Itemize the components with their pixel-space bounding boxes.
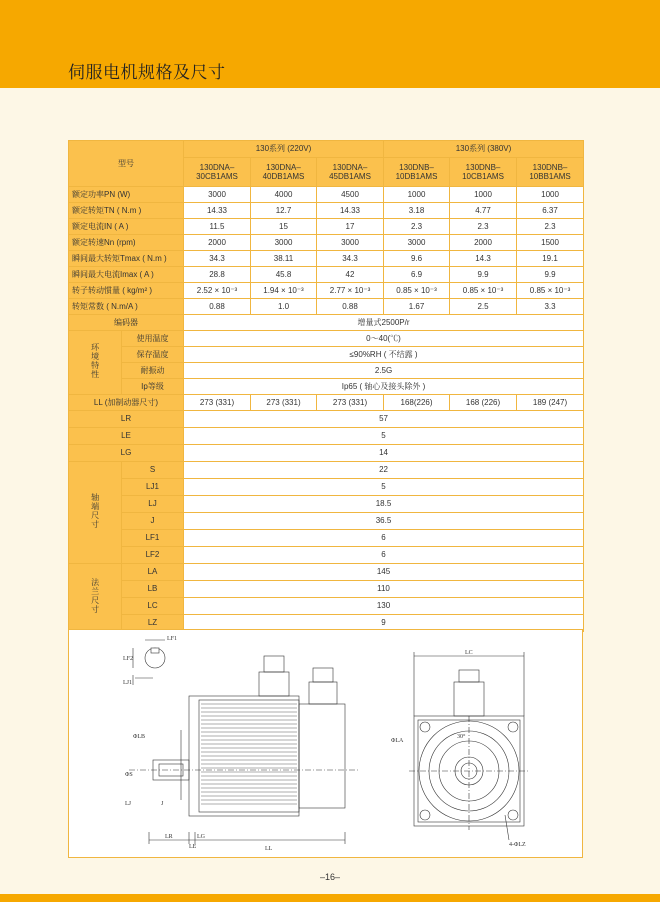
table-row: [69, 379, 584, 395]
label-angle: 30°: [457, 734, 466, 740]
model-name: 130DNA– 40DB1AMS: [251, 158, 317, 187]
table-row: [69, 496, 584, 513]
ll-value: 168 (226): [450, 395, 517, 411]
dim-group-label: 轴端尺寸: [69, 462, 122, 564]
motor-front-view: [391, 650, 529, 848]
spec-label: 瞬间最大转矩Tmax ( N.m ): [69, 251, 184, 267]
dim-group-label: 法兰尺寸: [69, 564, 122, 632]
spec-label: 转矩常数 ( N.m/A ): [69, 299, 184, 315]
dim-value: 22: [184, 462, 584, 479]
table-row: [69, 363, 584, 379]
spec-label: 额定电流IN ( A ): [69, 219, 184, 235]
dim-value: 110: [184, 581, 584, 598]
spec-value: 1000: [384, 187, 450, 203]
table-row: [69, 598, 584, 615]
model-name: 130DNA– 45DB1AMS: [317, 158, 384, 187]
dim-value: 36.5: [184, 513, 584, 530]
spec-value: 2.52 × 10⁻³: [184, 283, 251, 299]
spec-label: 额定功率PN (W): [69, 187, 184, 203]
dim-value: 145: [184, 564, 584, 581]
spec-value: 4.77: [450, 203, 517, 219]
spec-value: 38.11: [251, 251, 317, 267]
spec-value: 3000: [251, 235, 317, 251]
table-row: [69, 219, 584, 235]
shaft-keyway-view: [123, 636, 177, 686]
dim-label: LB: [122, 581, 184, 598]
ll-value: 273 (331): [317, 395, 384, 411]
spec-value: 3000: [317, 235, 384, 251]
group-220-header: 130系列 (220V): [184, 141, 384, 158]
env-value: 2.5G: [184, 363, 584, 379]
label-lj1: LJ1: [123, 680, 132, 686]
model-header: 型号: [69, 141, 184, 187]
label-lf1: LF1: [167, 636, 178, 642]
spec-value: 2.3: [384, 219, 450, 235]
dim-label: LA: [122, 564, 184, 581]
env-value: Ip65 ( 轴心及接头除外 ): [184, 379, 584, 395]
model-name: 130DNB– 10BB1AMS: [517, 158, 584, 187]
label-le: LE: [189, 844, 197, 850]
spec-value: 1500: [517, 235, 584, 251]
dimension-drawing-svg: [69, 630, 582, 857]
table-row: [69, 581, 584, 598]
table-row: [69, 299, 584, 315]
spec-value: 3.18: [384, 203, 450, 219]
table-row: [69, 395, 584, 411]
table-row: [69, 267, 584, 283]
table-row: [69, 235, 584, 251]
spec-value: 4500: [317, 187, 384, 203]
table-row: [69, 462, 584, 479]
encoder-label: 编码器: [69, 315, 184, 331]
dim-label: LF2: [122, 547, 184, 564]
table-row: [69, 428, 584, 445]
table-row: [69, 479, 584, 496]
spec-value: 34.3: [184, 251, 251, 267]
dim-value: 57: [184, 411, 584, 428]
table-row: [69, 251, 584, 267]
spec-table: [68, 140, 584, 632]
spec-value: 0.88: [317, 299, 384, 315]
ll-value: 189 (247): [517, 395, 584, 411]
ll-value: 273 (331): [184, 395, 251, 411]
spec-value: 2.5: [450, 299, 517, 315]
label-lc: LC: [465, 650, 473, 656]
spec-value: 1.0: [251, 299, 317, 315]
spec-label: 转子转动惯量 ( kg/m² ): [69, 283, 184, 299]
spec-value: 1000: [517, 187, 584, 203]
spec-value: 1.67: [384, 299, 450, 315]
spec-value: 3.3: [517, 299, 584, 315]
model-name: 130DNB– 10CB1AMS: [450, 158, 517, 187]
encoder-value: 增量式2500P/r: [184, 315, 584, 331]
table-row: [69, 315, 584, 331]
label-lr: LR: [165, 834, 173, 840]
model-name: 130DNB– 10DB1AMS: [384, 158, 450, 187]
spec-value: 3000: [184, 187, 251, 203]
spec-value: 28.8: [184, 267, 251, 283]
dim-label: LF1: [122, 530, 184, 547]
spec-value: 6.37: [517, 203, 584, 219]
spec-value: 12.7: [251, 203, 317, 219]
dimension-drawing: [68, 629, 583, 858]
spec-value: 2000: [184, 235, 251, 251]
spec-value: 0.85 × 10⁻³: [384, 283, 450, 299]
spec-value: 0.85 × 10⁻³: [517, 283, 584, 299]
env-value: 0～40(℃): [184, 331, 584, 347]
dim-value: 5: [184, 479, 584, 496]
table-row: [69, 187, 584, 203]
dim-value: 130: [184, 598, 584, 615]
spec-value: 3000: [384, 235, 450, 251]
dim-label: LJ: [122, 496, 184, 513]
table-row: [69, 513, 584, 530]
page-title: 伺服电机规格及尺寸: [68, 63, 226, 83]
env-label: 耐振动: [122, 363, 184, 379]
motor-side-view: [125, 656, 359, 852]
label-j: J: [161, 801, 164, 807]
spec-value: 15: [251, 219, 317, 235]
table-row: [69, 564, 584, 581]
dim-label: LE: [69, 428, 184, 445]
label-lz: 4-ΦLZ: [509, 842, 526, 848]
table-row: [69, 411, 584, 428]
label-lg: LG: [197, 834, 205, 840]
label-lj: LJ: [125, 801, 131, 807]
label-lb: ΦLB: [133, 734, 146, 740]
table-row: [69, 530, 584, 547]
env-label: 保存温度: [122, 347, 184, 363]
spec-label: 额定转矩TN ( N.m ): [69, 203, 184, 219]
spec-value: 14.33: [184, 203, 251, 219]
group-380-header: 130系列 (380V): [384, 141, 584, 158]
spec-value: 1.94 × 10⁻³: [251, 283, 317, 299]
footer-bar: [0, 894, 660, 902]
env-label: Ip等级: [122, 379, 184, 395]
model-name: 130DNA– 30CB1AMS: [184, 158, 251, 187]
ll-value: 273 (331): [251, 395, 317, 411]
spec-value: 14.3: [450, 251, 517, 267]
dim-label: LG: [69, 445, 184, 462]
label-la: ΦLA: [391, 738, 404, 744]
spec-value: 45.8: [251, 267, 317, 283]
dim-label: J: [122, 513, 184, 530]
spec-value: 0.85 × 10⁻³: [450, 283, 517, 299]
dim-label: LJ1: [122, 479, 184, 496]
label-s: ΦS: [125, 772, 133, 778]
spec-label: 额定转速Nn (rpm): [69, 235, 184, 251]
spec-value: 2.77 × 10⁻³: [317, 283, 384, 299]
table-row: [69, 347, 584, 363]
spec-value: 14.33: [317, 203, 384, 219]
dim-value: 9: [184, 615, 584, 632]
dim-value: 6: [184, 547, 584, 564]
spec-value: 11.5: [184, 219, 251, 235]
spec-value: 0.88: [184, 299, 251, 315]
dim-value: 18.5: [184, 496, 584, 513]
spec-label: 瞬间最大电流Imax ( A ): [69, 267, 184, 283]
spec-value: 6.9: [384, 267, 450, 283]
dim-label: LC: [122, 598, 184, 615]
spec-value: 17: [317, 219, 384, 235]
table-row: [69, 331, 584, 347]
env-group-label: 环境特性: [69, 331, 122, 395]
spec-value: 2.3: [517, 219, 584, 235]
header-row-group: [69, 141, 584, 158]
ll-label: LL (加制动器尺寸): [69, 395, 184, 411]
spec-value: 9.6: [384, 251, 450, 267]
spec-value: 34.3: [317, 251, 384, 267]
spec-value: 2.3: [450, 219, 517, 235]
label-lf2: LF2: [123, 656, 134, 662]
dim-label: LR: [69, 411, 184, 428]
spec-value: 2000: [450, 235, 517, 251]
table-row: [69, 547, 584, 564]
dim-label: LZ: [122, 615, 184, 632]
spec-value: 4000: [251, 187, 317, 203]
dim-label: S: [122, 462, 184, 479]
dim-value: 14: [184, 445, 584, 462]
spec-value: 19.1: [517, 251, 584, 267]
env-value: ≤90%RH ( 不结露 ): [184, 347, 584, 363]
spec-value: 42: [317, 267, 384, 283]
table-row: [69, 203, 584, 219]
spec-value: 9.9: [517, 267, 584, 283]
dim-value: 6: [184, 530, 584, 547]
page-number: –16–: [319, 872, 341, 882]
table-row: [69, 445, 584, 462]
table-row: [69, 283, 584, 299]
ll-value: 168(226): [384, 395, 450, 411]
spec-value: 1000: [450, 187, 517, 203]
spec-value: 9.9: [450, 267, 517, 283]
dim-value: 5: [184, 428, 584, 445]
label-ll: LL: [265, 846, 273, 852]
env-label: 使用温度: [122, 331, 184, 347]
